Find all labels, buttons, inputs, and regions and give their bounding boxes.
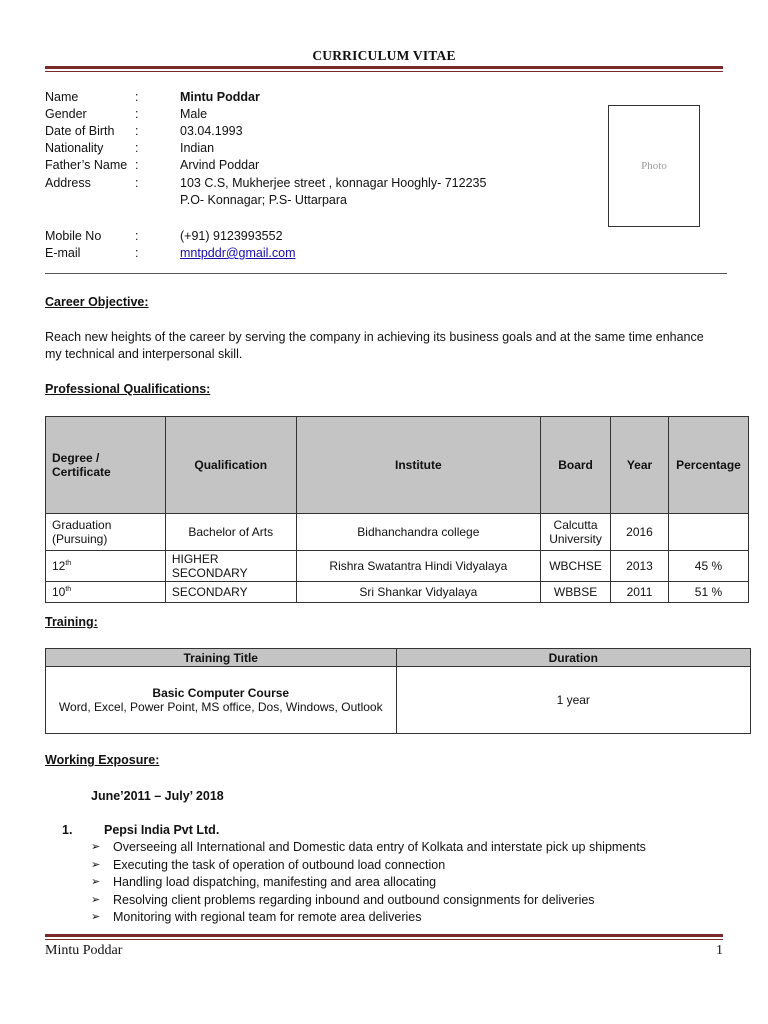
table-row [46, 667, 751, 734]
company-number: 1. [62, 823, 73, 837]
duty-text: Executing the task of operation of outbound load connection [113, 857, 446, 872]
cell-institute: Bidhanchandra college [296, 514, 540, 551]
col-header-degree: Degree / Certificate [46, 417, 166, 514]
table-row [46, 514, 749, 551]
header-rule-thin [45, 71, 723, 72]
company-name: Pepsi India Pvt Ltd. [104, 823, 220, 837]
info-colon: : [135, 176, 139, 190]
section-divider [45, 273, 727, 274]
duties-list [91, 839, 646, 927]
footer-name: Mintu Poddar [45, 943, 123, 958]
cell-percentage [668, 514, 748, 551]
col-header-percentage: Percentage [668, 417, 748, 514]
degree-suffix: th [65, 560, 72, 567]
info-colon: : [135, 246, 139, 260]
info-value: 103 C.S, Mukherjee street , konnagar Hooghly- 712235 [180, 176, 487, 190]
cell-year: 2016 [611, 514, 669, 551]
course-title: Basic Computer Course [152, 686, 290, 700]
info-colon: : [135, 229, 139, 243]
col-header-duration: Duration [396, 649, 750, 667]
col-header-institute: Institute [296, 417, 540, 514]
cell-duration: 1 year [396, 667, 750, 734]
document-title: CURRICULUM VITAE [312, 48, 456, 63]
course-detail: Word, Excel, Power Point, MS office, Dos, Windows, Outlook [58, 700, 383, 714]
list-item [91, 909, 646, 927]
cell-percentage: 45 % [668, 551, 748, 582]
info-value-name: Mintu Poddar [180, 90, 260, 104]
cell-year: 2011 [611, 582, 669, 603]
table-row [46, 582, 749, 603]
info-label: Gender [45, 107, 87, 121]
list-item [91, 839, 646, 857]
cell-year: 2013 [611, 551, 669, 582]
page-number: 1 [716, 943, 723, 958]
table-header-row [46, 417, 749, 514]
career-objective-line-1: Reach new heights of the career by serving the company in achieving its business goals and at the same time enhance [45, 330, 704, 344]
info-colon: : [135, 124, 139, 138]
info-label: Father’s Name [45, 158, 128, 172]
info-value: P.O- Konnagar; P.S- Uttarpara [180, 193, 347, 207]
arrow-bullet-icon: ➢ [91, 911, 101, 923]
info-colon: : [135, 90, 139, 104]
work-period: June’2011 – July’ 2018 [91, 789, 224, 803]
info-value: Indian [180, 141, 215, 155]
info-label: Nationality [45, 141, 104, 155]
arrow-bullet-icon: ➢ [91, 841, 101, 853]
qualifications-heading: Professional Qualifications: [45, 382, 211, 396]
work-heading: Working Exposure: [45, 753, 160, 767]
info-value: Arvind Poddar [180, 158, 260, 172]
duty-text: Overseeing all International and Domestic data entry of Kolkata and interstate pick up shipments [113, 840, 646, 854]
info-value: (+91) 9123993552 [180, 229, 283, 243]
footer-rule [45, 934, 723, 937]
arrow-bullet-icon: ➢ [91, 893, 101, 906]
header-rule [45, 66, 723, 69]
col-header-training-title: Training Title [46, 649, 397, 667]
cell-board: WBBSE [541, 582, 611, 603]
info-label: E-mail [45, 246, 81, 260]
info-label: Address [45, 176, 91, 190]
cell-qualification: HIGHER SECONDARY [165, 551, 296, 582]
degree-number: 10 [52, 585, 66, 599]
cell-qualification: SECONDARY [165, 582, 296, 603]
cell-institute: Rishra Swatantra Hindi Vidyalaya [296, 551, 540, 582]
cell-qualification: Bachelor of Arts [165, 514, 296, 551]
cell-degree [46, 551, 166, 582]
info-label: Mobile No [45, 229, 102, 243]
degree-number: 12 [52, 559, 66, 573]
training-table [45, 648, 751, 734]
cell-degree [46, 582, 166, 603]
col-header-year: Year [611, 417, 669, 514]
info-colon: : [135, 141, 139, 155]
career-objective-line-2: my technical and interpersonal skill. [45, 347, 243, 361]
footer-rule-thin [45, 939, 723, 940]
photo-placeholder [608, 105, 700, 227]
cell-training-title [46, 667, 397, 734]
list-item [91, 892, 646, 910]
cell-percentage: 51 % [668, 582, 748, 603]
info-value: Male [180, 107, 208, 121]
career-objective-heading: Career Objective: [45, 295, 149, 309]
col-header-board: Board [541, 417, 611, 514]
duty-text: Monitoring with regional team for remote area deliveries [113, 910, 422, 924]
info-value: 03.04.1993 [180, 124, 243, 138]
info-colon: : [135, 107, 139, 121]
email-link[interactable]: mntpddr@gmail.com [180, 246, 296, 260]
photo-label: Photo [641, 160, 667, 172]
cell-institute: Sri Shankar Vidyalaya [296, 582, 540, 603]
arrow-bullet-icon: ➢ [91, 858, 101, 871]
info-colon: : [135, 158, 139, 172]
col-header-qualification: Qualification [165, 417, 296, 514]
cell-board: Calcutta University [541, 514, 611, 551]
qualifications-table [45, 416, 749, 603]
training-heading: Training: [45, 615, 98, 629]
degree-suffix: th [65, 586, 72, 593]
list-item [91, 857, 646, 875]
list-item [91, 874, 646, 892]
table-row [46, 551, 749, 582]
cell-board: WBCHSE [541, 551, 611, 582]
duty-text: Handling load dispatching, manifesting and area allocating [113, 875, 437, 889]
cell-degree: Graduation (Pursuing) [46, 514, 166, 551]
arrow-bullet-icon: ➢ [91, 876, 101, 888]
duty-text: Resolving client problems regarding inbound and outbound consignments for deliveries [113, 892, 595, 907]
info-label: Date of Birth [45, 124, 115, 138]
info-label: Name [45, 90, 79, 104]
table-header-row [46, 649, 751, 667]
